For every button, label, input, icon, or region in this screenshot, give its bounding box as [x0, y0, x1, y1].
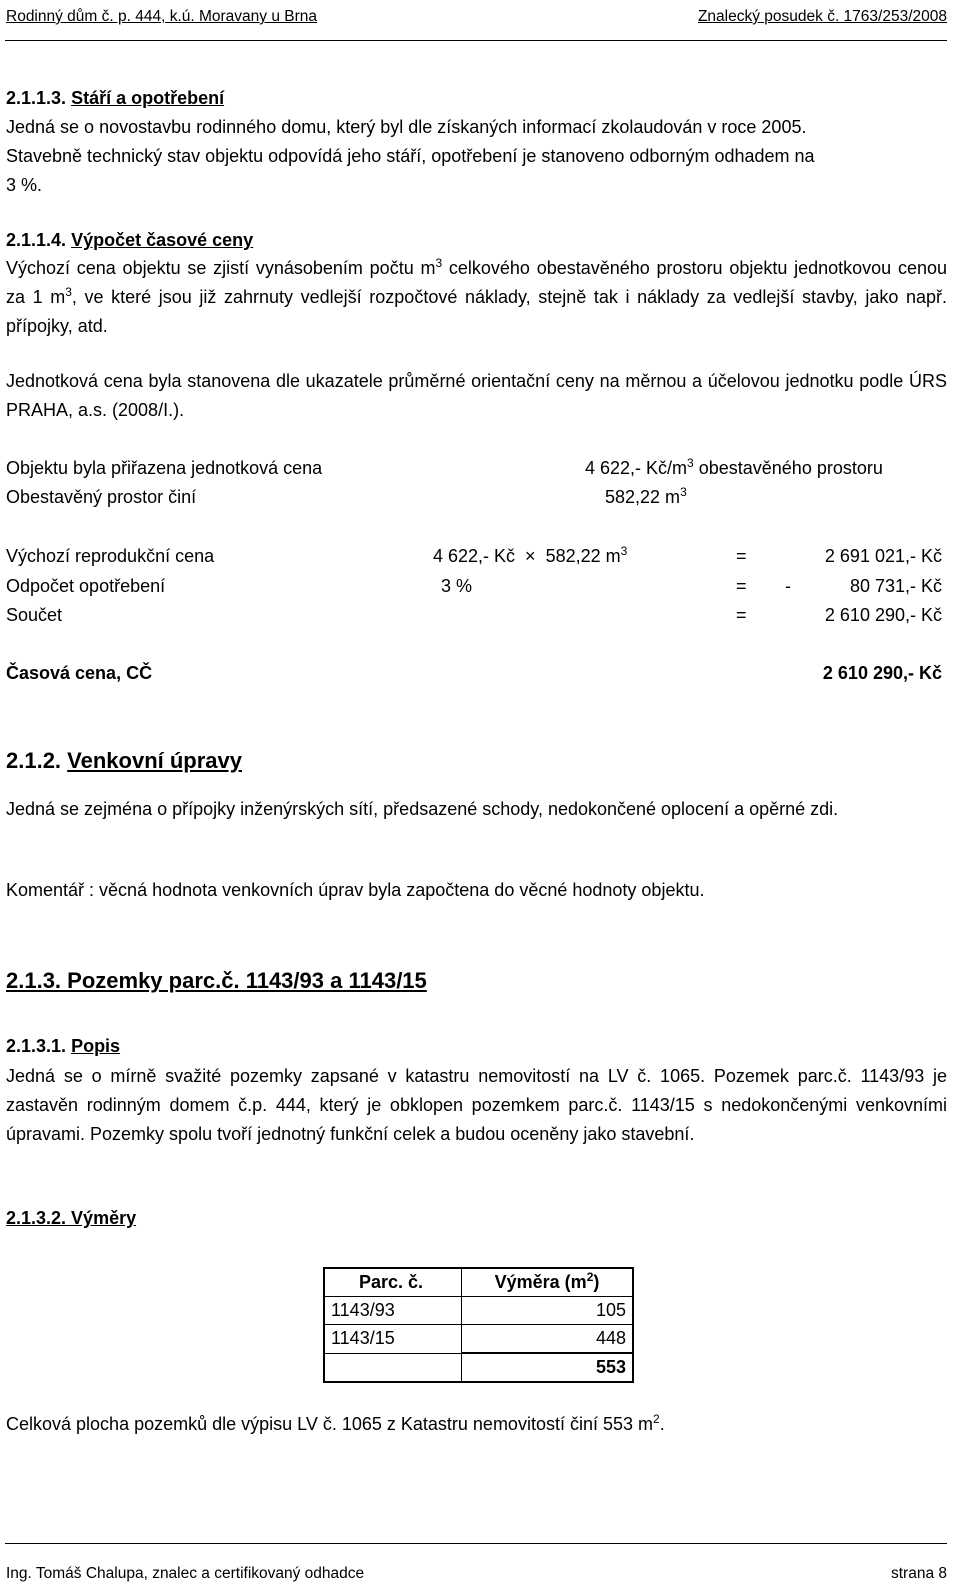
area-table — [323, 1267, 634, 1383]
calc-row1-expression: 4 622,- Kč × 582,22 $m^3$ — [433, 544, 628, 566]
section-212-paragraph1: Jedná se zejména o přípojky inženýrských sítí, předsazené schody, nedokončené oplocení a opěrné zdi. — [6, 799, 839, 819]
section-212-comment: Komentář : věcná hodnota venkovních úprav byla započtena do věcné hodnoty objektu. — [6, 880, 705, 900]
section-2113-line2: Stavebně technický stav objektu odpovídá jeho stáří, opotřebení je stanoveno odborným odhadem na — [6, 146, 815, 166]
total-area-note: Celková plocha pozemků dle výpisu LV č. 1065 z Katastru nemovitostí činí 553 $m^2$. — [6, 1412, 665, 1434]
table-row — [324, 1325, 633, 1354]
section-2131-heading: 2.1.3.1. Popis — [6, 1036, 121, 1056]
volume-value: 582,22 $m^3$ — [605, 485, 687, 507]
section-2113-line1: Jedná se o novostavbu rodinného domu, který byl dle získaných informací zkolaudován v roce 2005. — [6, 117, 807, 137]
calc-row2-equals: = — [736, 576, 747, 596]
section-213-heading: 2.1.3. Pozemky parc.č. 1143/93 a 1143/15 — [6, 968, 427, 993]
table-row — [324, 1297, 633, 1325]
section-2131-paragraph: Jedná se o mírně svažité pozemky zapsané v katastru nemovitostí na LV č. 1065. Pozemek parc.č. 1143/93 je zastavěn rodinným domem č.p. 444, který je obklopen pozemkem parc.č. 1143/15 s nedokončenými venkovními úpravami. Pozemky spolu tvoří jednotný funkční celek a budou oceněny jako stavební. — [6, 1066, 947, 1144]
calc-row2-expression: 3 % — [441, 576, 473, 596]
footer-rule — [5, 1543, 947, 1544]
footer-page-number: strana 8 — [890, 1565, 947, 1582]
area-table-header-area: Výměra $(m^2)$ — [462, 1268, 634, 1297]
section-2114-heading: 2.1.1.4. Výpočet časové ceny — [6, 230, 254, 250]
calc-row3-label: Součet — [6, 605, 63, 625]
footer-author: Ing. Tomáš Chalupa, znalec a certifikovaný odhadce — [6, 1565, 365, 1582]
section-212-heading: 2.1.2. Venkovní úpravy — [6, 748, 243, 773]
total-area: 553 — [462, 1353, 634, 1382]
header-left: Rodinný dům č. p. 444, k.ú. Moravany u Brna — [6, 8, 318, 25]
section-2114-paragraph1: Výchozí cena objektu se zjistí vynásobením počtu $m^3$ celkového obestavěného prostoru objektu jednotkovou cenou za 1 $m^3$, ve které jsou již zahrnuty vedlejší rozpočtové náklady, stejně tak i náklady za vedlejší stavby, jako např. přípojky, atd. — [6, 256, 947, 336]
calc-row1-value: 2 691 021,- Kč — [824, 546, 942, 566]
unit-price-label: Objektu byla přiřazena jednotková cena — [6, 458, 323, 478]
header-rule — [5, 40, 947, 41]
total-empty-cell — [324, 1353, 462, 1382]
area-table-header-parcel: Parc. č. — [324, 1268, 462, 1297]
time-value-amount: 2 610 290,- Kč — [822, 663, 942, 683]
parcel-number: 1143/93 — [324, 1297, 462, 1325]
parcel-area: 105 — [462, 1297, 634, 1325]
table-total-row — [324, 1353, 633, 1382]
parcel-area: 448 — [462, 1325, 634, 1354]
calc-row1-label: Výchozí reprodukční cena — [6, 546, 215, 566]
calc-row1-equals: = — [736, 546, 747, 566]
volume-label: Obestavěný prostor činí — [6, 487, 197, 507]
section-2113-heading: 2.1.1.3. Stáří a opotřebení — [6, 88, 225, 108]
time-value-label: Časová cena, CČ — [6, 663, 153, 683]
calc-row2-label: Odpočet opotřebení — [6, 576, 166, 596]
parcel-number: 1143/15 — [324, 1325, 462, 1354]
calc-row2-sign: - — [785, 576, 791, 596]
section-2114-paragraph2: Jednotková cena byla stanovena dle ukazatele průměrné orientační ceny na měrnou a účelovou jednotku podle ÚRS PRAHA, a.s. (2008/I.). — [6, 371, 947, 420]
unit-price-value: 4 622,- $Kč/m^3$ obestavěného prostoru — [585, 456, 883, 478]
calc-row3-equals: = — [736, 605, 747, 625]
header-right: Znalecký posudek č. 1763/253/2008 — [697, 8, 947, 25]
calc-row3-value: 2 610 290,- Kč — [824, 605, 942, 625]
section-2113-line3: 3 %. — [6, 175, 43, 195]
area-table-header-row — [324, 1268, 633, 1297]
calc-row2-value: 80 731,- Kč — [849, 576, 942, 596]
section-2132-heading: 2.1.3.2. Výměry — [6, 1208, 137, 1228]
